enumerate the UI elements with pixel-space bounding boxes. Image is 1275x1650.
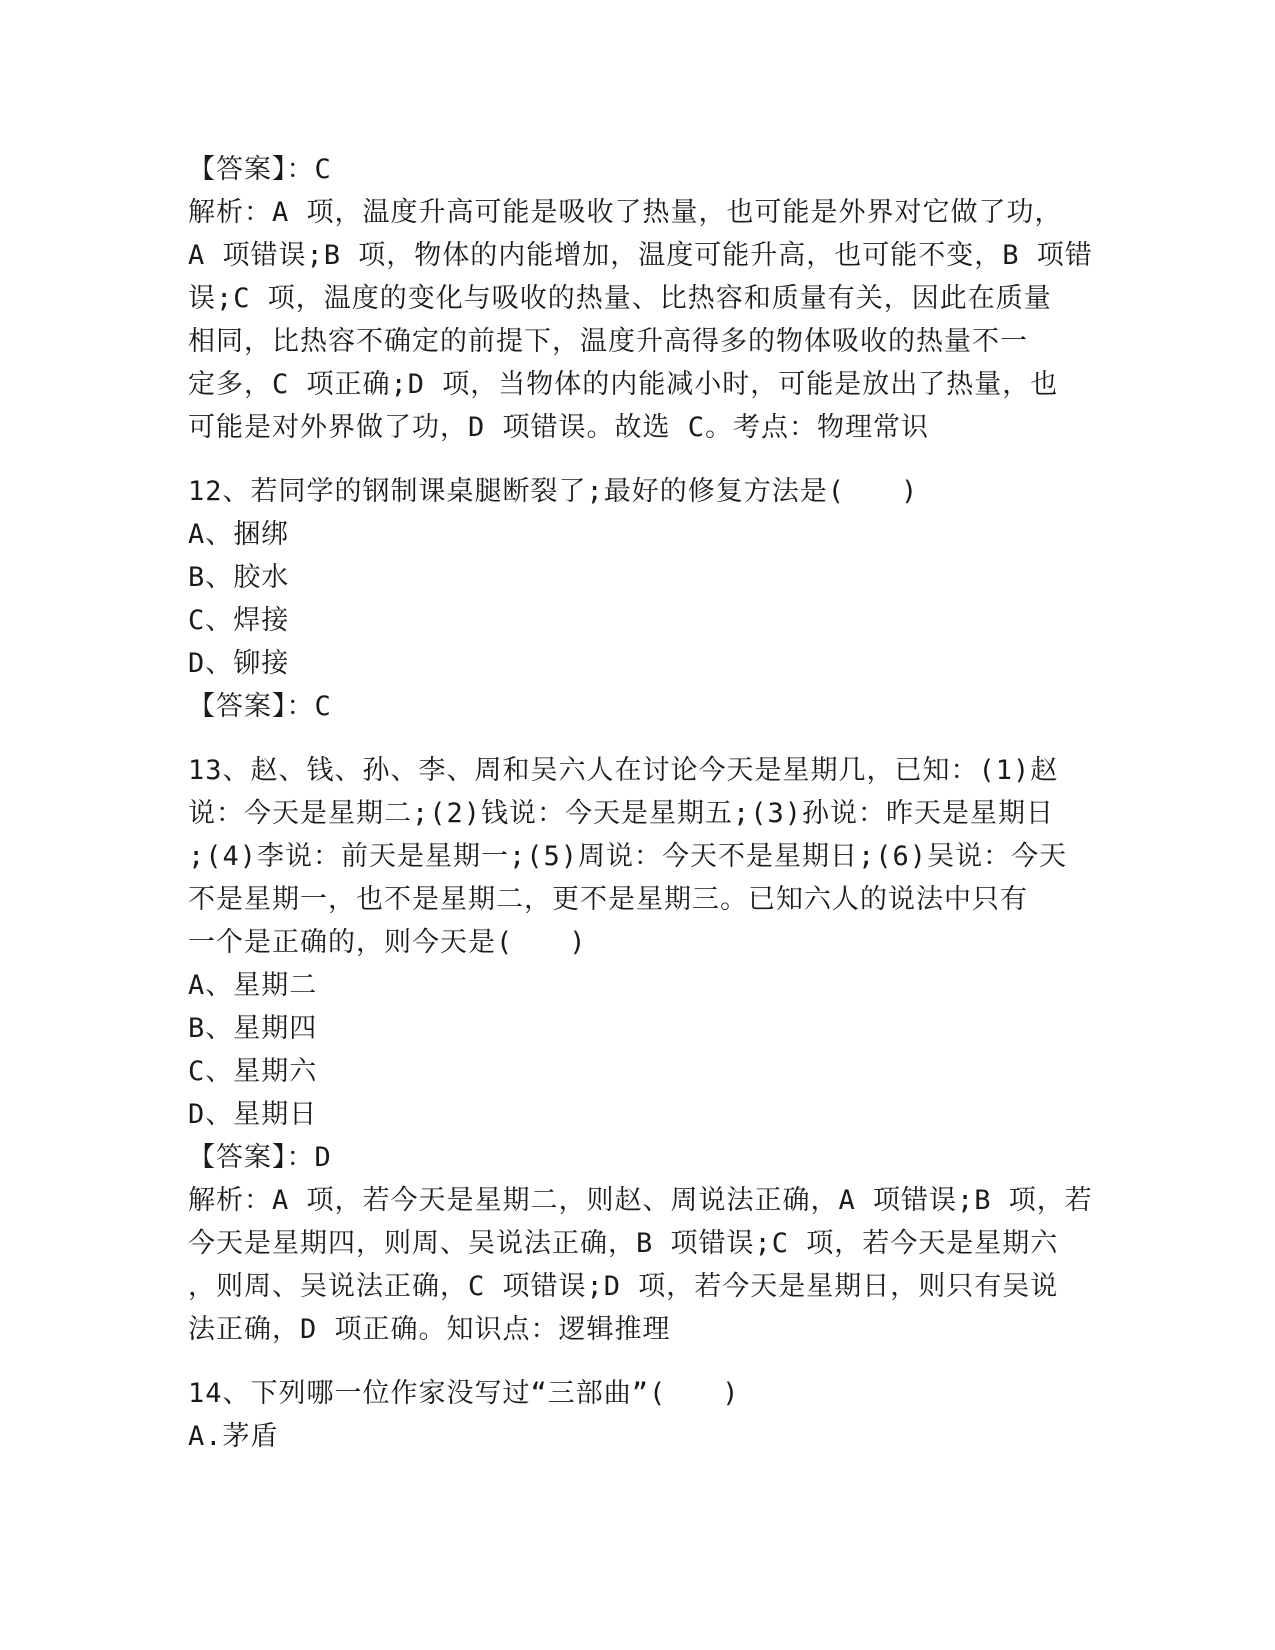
- option-a: A.茅盾: [188, 1421, 279, 1452]
- option-a: A、捆绑: [188, 519, 290, 550]
- answer-line: 【答案】：C: [188, 154, 332, 185]
- option-c: C、星期六: [188, 1056, 318, 1087]
- question-text: 13、赵、钱、孙、李、周和吴六人在讨论今天是星期几，已知：(1)赵: [188, 755, 1059, 786]
- question-text: 不是星期一，也不是星期二，更不是星期三。已知六人的说法中只有: [188, 884, 1028, 915]
- explanation-line: 解析：A 项，若今天是星期二，则赵、周说法正确，A 项错误;B 项，若: [188, 1185, 1093, 1216]
- explanation-line: 可能是对外界做了功，D 项错误。故选 C。考点：物理常识: [188, 412, 930, 443]
- explanation-line: 定多，C 项正确;D 项，当物体的内能减小时，可能是放出了热量，也: [188, 369, 1059, 400]
- explanation-line: 今天是星期四，则周、吴说法正确，B 项错误;C 项，若今天是星期六: [188, 1228, 1059, 1259]
- option-d: D、铆接: [188, 648, 290, 679]
- explanation-line: A 项错误;B 项，物体的内能增加，温度可能升高，也可能不变，B 项错: [188, 240, 1093, 271]
- explanation-line: 解析：A 项，温度升高可能是吸收了热量，也可能是外界对它做了功，: [188, 197, 1063, 228]
- answer-explanation-block-q11: [188, 148, 1093, 449]
- option-b: B、胶水: [188, 562, 290, 593]
- explanation-line: 相同，比热容不确定的前提下，温度升高得多的物体吸收的热量不一: [188, 326, 1028, 357]
- question-12: [188, 470, 1088, 728]
- question-text: 说：今天是星期二;(2)钱说：今天是星期五;(3)孙说：昨天是星期日: [188, 798, 1055, 829]
- option-d: D、星期日: [188, 1099, 318, 1130]
- question-text: 12、若同学的钢制课桌腿断裂了;最好的修复方法是( ): [188, 476, 919, 507]
- question-text: 14、下列哪一位作家没写过“三部曲”( ): [188, 1378, 740, 1409]
- explanation-line: 法正确，D 项正确。知识点：逻辑推理: [188, 1314, 671, 1345]
- option-a: A、星期二: [188, 970, 318, 1001]
- document-content: [188, 148, 1093, 1458]
- explanation-line: 误;C 项，温度的变化与吸收的热量、比热容和质量有关，因此在质量: [188, 283, 1052, 314]
- option-c: C、焊接: [188, 605, 290, 636]
- option-b: B、星期四: [188, 1013, 318, 1044]
- explanation-line: ，则周、吴说法正确，C 项错误;D 项，若今天是星期日，则只有吴说: [188, 1271, 1059, 1302]
- question-text: ;(4)李说：前天是星期一;(5)周说：今天不是星期日;(6)吴说：今天: [188, 841, 1068, 872]
- question-13: [188, 749, 1093, 1351]
- question-text: 一个是正确的，则今天是( ): [188, 927, 587, 958]
- question-14: [188, 1372, 1088, 1458]
- answer-line: 【答案】：C: [188, 691, 332, 722]
- answer-line: 【答案】：D: [188, 1142, 332, 1173]
